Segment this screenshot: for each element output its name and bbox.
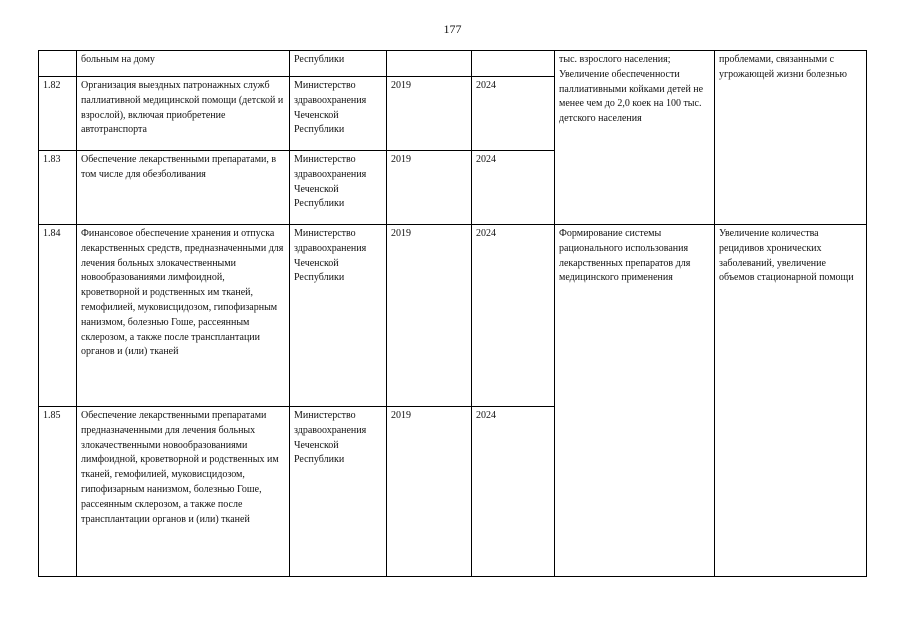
row-number: 1.85 xyxy=(39,407,77,577)
event-name: Финансовое обеспечение хранения и отпуска лекарственных средств, предназначенными для лечения больных злокачественными новообразованиями лимфоидной, кроветворной и родственных им тканей, гемофилией, муковисцидозом, гипофизарным нанизмом, болезнью Гоше, рассеянным склерозом, а также после трансплантации органов и (или) тканей xyxy=(77,225,290,407)
start-year xyxy=(387,51,472,77)
expected-result: Формирование системы рационального использования лекарственных препаратов для медицинского применения xyxy=(555,225,715,577)
event-name: Обеспечение лекарственными препаратами предназначенными для лечения больных злокачественными новообразованиями лимфоидной, кроветворной и родственных им тканей, гемофилией, муковисцидозом, гипофизарным нанизмом, болезнью Гоше, рассеянным склерозом, а также после трансплантации органов и (или) тканей xyxy=(77,407,290,577)
table-row xyxy=(39,225,867,407)
executor: Республики xyxy=(290,51,387,77)
end-year: 2024 xyxy=(472,225,555,407)
event-name: Обеспечение лекарственными препаратами, в том числе для обезболивания xyxy=(77,151,290,225)
risk-consequence: проблемами, связанными с угрожающей жизни болезнью xyxy=(715,51,867,225)
end-year: 2024 xyxy=(472,77,555,151)
event-name: больным на дому xyxy=(77,51,290,77)
executor: Министерство здравоохранения Чеченской Республики xyxy=(290,151,387,225)
start-year: 2019 xyxy=(387,151,472,225)
row-number: 1.82 xyxy=(39,77,77,151)
start-year: 2019 xyxy=(387,407,472,577)
executor: Министерство здравоохранения Чеченской Республики xyxy=(290,225,387,407)
end-year: 2024 xyxy=(472,407,555,577)
row-number xyxy=(39,51,77,77)
page-number: 177 xyxy=(443,22,462,36)
executor: Министерство здравоохранения Чеченской Республики xyxy=(290,407,387,577)
start-year: 2019 xyxy=(387,77,472,151)
event-name: Организация выездных патронажных служб паллиативной медицинской помощи (детской и взрослой), включая приобретение автотранспорта xyxy=(77,77,290,151)
plan-table xyxy=(38,50,867,577)
expected-result: тыс. взрослого населения; Увеличение обеспеченности паллиативными койками детей не менее чем до 2,0 коек на 100 тыс. детского населения xyxy=(555,51,715,225)
row-number: 1.83 xyxy=(39,151,77,225)
start-year: 2019 xyxy=(387,225,472,407)
table-row xyxy=(39,51,867,77)
end-year: 2024 xyxy=(472,151,555,225)
row-number: 1.84 xyxy=(39,225,77,407)
executor: Министерство здравоохранения Чеченской Республики xyxy=(290,77,387,151)
end-year xyxy=(472,51,555,77)
risk-consequence: Увеличение количества рецидивов хронических заболеваний, увеличение объемов стационарной помощи xyxy=(715,225,867,577)
